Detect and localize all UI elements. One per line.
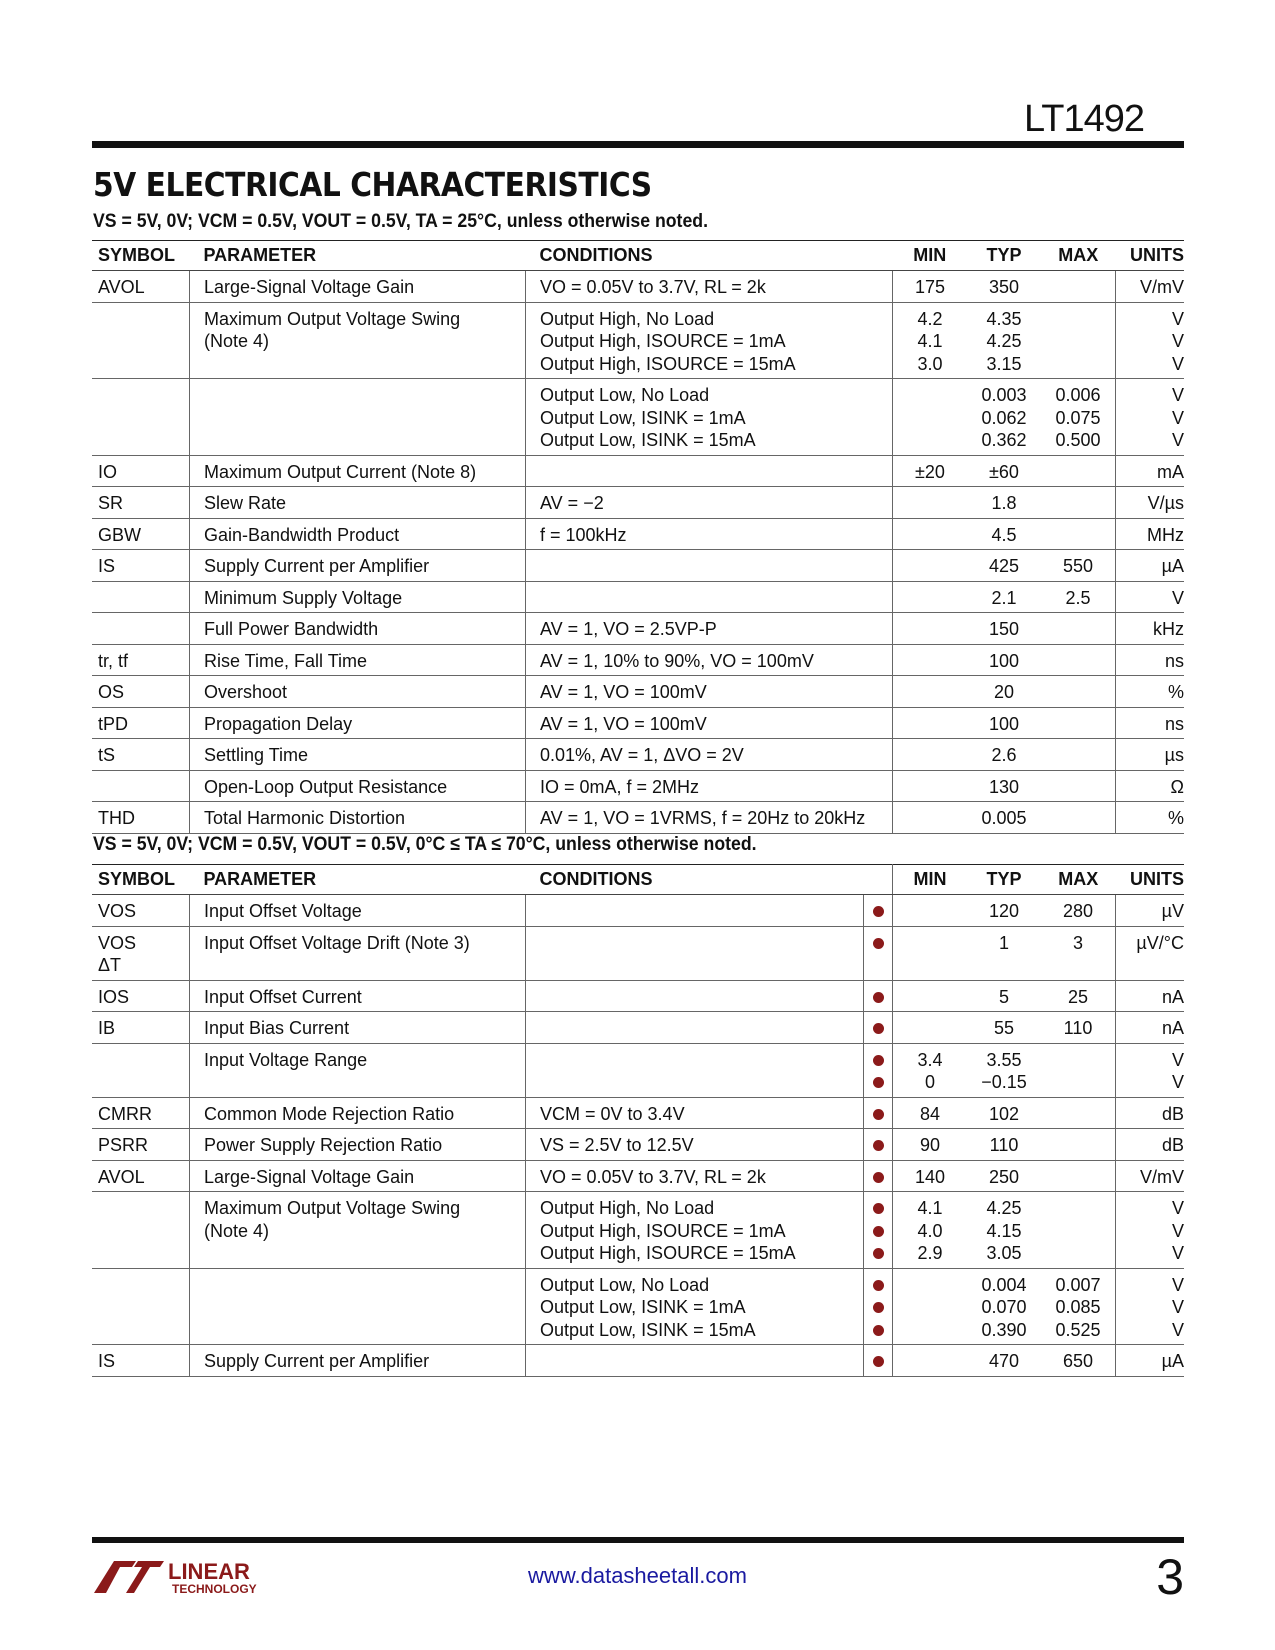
typ-cell: 250 bbox=[967, 1160, 1041, 1192]
conditions-cell: AV = −2 bbox=[526, 487, 893, 519]
bullet-cell bbox=[864, 1097, 893, 1129]
column-header: SYMBOL bbox=[92, 865, 190, 895]
table-row bbox=[92, 302, 1184, 379]
min-cell: 175 bbox=[893, 271, 968, 303]
max-cell bbox=[1041, 1160, 1116, 1192]
bullet-icon bbox=[873, 1248, 884, 1259]
column-header: CONDITIONS bbox=[526, 241, 893, 271]
column-header: PARAMETER bbox=[190, 865, 526, 895]
parameter-cell: Input Bias Current bbox=[190, 1012, 526, 1044]
typ-cell: 100 bbox=[967, 644, 1041, 676]
table-row bbox=[92, 980, 1184, 1012]
symbol-cell bbox=[92, 613, 190, 645]
min-cell bbox=[893, 980, 968, 1012]
parameter-cell: Gain-Bandwidth Product bbox=[190, 518, 526, 550]
table-row bbox=[92, 644, 1184, 676]
max-cell bbox=[1041, 271, 1116, 303]
units-cell: V V V bbox=[1116, 1192, 1185, 1269]
bullet-cell bbox=[864, 1043, 893, 1097]
bullet-icon bbox=[873, 1226, 884, 1237]
symbol-cell: THD bbox=[92, 802, 190, 834]
symbol-cell bbox=[92, 1043, 190, 1097]
bullet-icon bbox=[873, 1325, 884, 1336]
parameter-cell: Settling Time bbox=[190, 739, 526, 771]
typ-cell: 1 bbox=[967, 926, 1041, 980]
symbol-cell: IS bbox=[92, 550, 190, 582]
parameter-cell: Input Offset Voltage Drift (Note 3) bbox=[190, 926, 526, 980]
footer-url[interactable]: www.datasheetall.com bbox=[528, 1563, 747, 1588]
parameter-cell: Power Supply Rejection Ratio bbox=[190, 1129, 526, 1161]
typ-cell: 0.004 0.070 0.390 bbox=[967, 1268, 1041, 1345]
units-cell: V V bbox=[1116, 1043, 1185, 1097]
table-row bbox=[92, 770, 1184, 802]
min-cell bbox=[893, 1268, 968, 1345]
min-cell: 4.1 4.0 2.9 bbox=[893, 1192, 968, 1269]
footer-rule bbox=[92, 1537, 1184, 1543]
bullet-cell bbox=[864, 1345, 893, 1377]
symbol-cell: IOS bbox=[92, 980, 190, 1012]
units-cell: V V V bbox=[1116, 1268, 1185, 1345]
symbol-cell: IS bbox=[92, 1345, 190, 1377]
max-cell: 2.5 bbox=[1041, 581, 1116, 613]
bullet-icon bbox=[873, 1109, 884, 1120]
table-row bbox=[92, 802, 1184, 834]
table-row bbox=[92, 1097, 1184, 1129]
symbol-cell: OS bbox=[92, 676, 190, 708]
table-row bbox=[92, 271, 1184, 303]
typ-cell: 4.25 4.15 3.05 bbox=[967, 1192, 1041, 1269]
max-cell bbox=[1041, 518, 1116, 550]
bullet-cell bbox=[864, 1129, 893, 1161]
table-row bbox=[92, 739, 1184, 771]
max-cell: 0.007 0.085 0.525 bbox=[1041, 1268, 1116, 1345]
parameter-cell: Large-Signal Voltage Gain bbox=[190, 1160, 526, 1192]
conditions-cell bbox=[526, 1012, 864, 1044]
max-cell: 550 bbox=[1041, 550, 1116, 582]
column-header: MIN bbox=[893, 241, 968, 271]
units-cell: ns bbox=[1116, 644, 1185, 676]
table-row bbox=[92, 379, 1184, 456]
parameter-cell: Supply Current per Amplifier bbox=[190, 1345, 526, 1377]
column-header: UNITS bbox=[1116, 241, 1185, 271]
typ-cell: 102 bbox=[967, 1097, 1041, 1129]
typ-cell: 470 bbox=[967, 1345, 1041, 1377]
bullet-cell bbox=[864, 1192, 893, 1269]
min-cell bbox=[893, 613, 968, 645]
symbol-cell: AVOL bbox=[92, 1160, 190, 1192]
bullet-cell bbox=[864, 1160, 893, 1192]
min-cell bbox=[893, 644, 968, 676]
symbol-cell: CMRR bbox=[92, 1097, 190, 1129]
min-cell bbox=[893, 518, 968, 550]
parameter-cell: Input Offset Voltage bbox=[190, 895, 526, 927]
bullet-cell bbox=[864, 1268, 893, 1345]
table-row bbox=[92, 895, 1184, 927]
symbol-cell: VOS bbox=[92, 895, 190, 927]
conditions-cell: Output Low, No Load Output Low, ISINK = 1mA Output Low, ISINK = 15mA bbox=[526, 1268, 864, 1345]
units-cell: nA bbox=[1116, 980, 1185, 1012]
bullet-icon bbox=[873, 1302, 884, 1313]
min-cell bbox=[893, 770, 968, 802]
typ-cell: 0.005 bbox=[967, 802, 1041, 834]
table2 bbox=[92, 864, 1184, 1377]
min-cell bbox=[893, 926, 968, 980]
units-cell: µV bbox=[1116, 895, 1185, 927]
units-cell: dB bbox=[1116, 1097, 1185, 1129]
table-row bbox=[92, 1268, 1184, 1345]
parameter-cell: Open-Loop Output Resistance bbox=[190, 770, 526, 802]
min-cell bbox=[893, 1345, 968, 1377]
typ-cell: 120 bbox=[967, 895, 1041, 927]
column-header: MAX bbox=[1041, 865, 1116, 895]
max-cell bbox=[1041, 739, 1116, 771]
units-cell: V V V bbox=[1116, 302, 1185, 379]
parameter-cell: Input Voltage Range bbox=[190, 1043, 526, 1097]
conditions-cell: IO = 0mA, f = 2MHz bbox=[526, 770, 893, 802]
min-cell bbox=[893, 802, 968, 834]
min-cell bbox=[893, 676, 968, 708]
units-cell: % bbox=[1116, 802, 1185, 834]
parameter-cell: Maximum Output Voltage Swing (Note 4) bbox=[190, 302, 526, 379]
column-header bbox=[864, 865, 893, 895]
symbol-cell: PSRR bbox=[92, 1129, 190, 1161]
units-cell: µs bbox=[1116, 739, 1185, 771]
conditions-cell bbox=[526, 550, 893, 582]
parameter-cell: Maximum Output Voltage Swing (Note 4) bbox=[190, 1192, 526, 1269]
typ-cell: 130 bbox=[967, 770, 1041, 802]
bullet-icon bbox=[873, 1280, 884, 1291]
min-cell bbox=[893, 487, 968, 519]
max-cell bbox=[1041, 455, 1116, 487]
parameter-cell: Full Power Bandwidth bbox=[190, 613, 526, 645]
conditions-cell bbox=[526, 455, 893, 487]
logo-technology-text: TECHNOLOGY bbox=[172, 1582, 257, 1596]
typ-cell: 2.1 bbox=[967, 581, 1041, 613]
table-row bbox=[92, 707, 1184, 739]
typ-cell: 150 bbox=[967, 613, 1041, 645]
bullet-cell bbox=[864, 926, 893, 980]
conditions-cell: VO = 0.05V to 3.7V, RL = 2k bbox=[526, 1160, 864, 1192]
typ-cell: 20 bbox=[967, 676, 1041, 708]
conditions-cell: Output Low, No Load Output Low, ISINK = 1mA Output Low, ISINK = 15mA bbox=[526, 379, 893, 456]
parameter-cell: Large-Signal Voltage Gain bbox=[190, 271, 526, 303]
table-row bbox=[92, 1129, 1184, 1161]
typ-cell: 3.55 −0.15 bbox=[967, 1043, 1041, 1097]
symbol-cell: SR bbox=[92, 487, 190, 519]
min-cell bbox=[893, 739, 968, 771]
typ-cell: 425 bbox=[967, 550, 1041, 582]
bullet-cell bbox=[864, 1012, 893, 1044]
bullet-icon bbox=[873, 1077, 884, 1088]
min-cell bbox=[893, 550, 968, 582]
conditions-cell bbox=[526, 581, 893, 613]
bullet-icon bbox=[873, 1203, 884, 1214]
bullet-icon bbox=[873, 1055, 884, 1066]
units-cell: V/mV bbox=[1116, 1160, 1185, 1192]
symbol-cell: GBW bbox=[92, 518, 190, 550]
bullet-icon bbox=[873, 1356, 884, 1367]
min-cell: 4.2 4.1 3.0 bbox=[893, 302, 968, 379]
symbol-cell bbox=[92, 1268, 190, 1345]
max-cell bbox=[1041, 487, 1116, 519]
column-header: CONDITIONS bbox=[526, 865, 864, 895]
parameter-cell: Minimum Supply Voltage bbox=[190, 581, 526, 613]
max-cell bbox=[1041, 1043, 1116, 1097]
units-cell: nA bbox=[1116, 1012, 1185, 1044]
table-row bbox=[92, 1043, 1184, 1097]
max-cell bbox=[1041, 644, 1116, 676]
table-row bbox=[92, 676, 1184, 708]
units-cell: V/mV bbox=[1116, 271, 1185, 303]
max-cell bbox=[1041, 613, 1116, 645]
max-cell bbox=[1041, 1192, 1116, 1269]
table-row bbox=[92, 613, 1184, 645]
parameter-cell: Supply Current per Amplifier bbox=[190, 550, 526, 582]
conditions-cell bbox=[526, 1043, 864, 1097]
bullet-icon bbox=[873, 1023, 884, 1034]
conditions-cell bbox=[526, 980, 864, 1012]
conditions-cell: VCM = 0V to 3.4V bbox=[526, 1097, 864, 1129]
units-cell: µA bbox=[1116, 1345, 1185, 1377]
conditions-cell: AV = 1, VO = 100mV bbox=[526, 676, 893, 708]
units-cell: Ω bbox=[1116, 770, 1185, 802]
conditions-cell: 0.01%, AV = 1, ΔVO = 2V bbox=[526, 739, 893, 771]
max-cell bbox=[1041, 770, 1116, 802]
table-row bbox=[92, 550, 1184, 582]
symbol-cell: tS bbox=[92, 739, 190, 771]
table-row bbox=[92, 455, 1184, 487]
parameter-cell: Maximum Output Current (Note 8) bbox=[190, 455, 526, 487]
typ-cell: 1.8 bbox=[967, 487, 1041, 519]
typ-cell: 100 bbox=[967, 707, 1041, 739]
typ-cell: 0.003 0.062 0.362 bbox=[967, 379, 1041, 456]
units-cell: µV/°C bbox=[1116, 926, 1185, 980]
max-cell: 0.006 0.075 0.500 bbox=[1041, 379, 1116, 456]
logo-linear-text: LINEAR bbox=[168, 1559, 250, 1584]
conditions-cell: AV = 1, VO = 1VRMS, f = 20Hz to 20kHz bbox=[526, 802, 893, 834]
symbol-cell bbox=[92, 379, 190, 456]
max-cell: 25 bbox=[1041, 980, 1116, 1012]
parameter-cell: Overshoot bbox=[190, 676, 526, 708]
max-cell bbox=[1041, 802, 1116, 834]
symbol-cell bbox=[92, 302, 190, 379]
table-row bbox=[92, 1192, 1184, 1269]
min-cell bbox=[893, 895, 968, 927]
parameter-cell: Propagation Delay bbox=[190, 707, 526, 739]
table-row bbox=[92, 487, 1184, 519]
typ-cell: 4.35 4.25 3.15 bbox=[967, 302, 1041, 379]
symbol-cell: tr, tf bbox=[92, 644, 190, 676]
min-cell bbox=[893, 707, 968, 739]
bullet-icon bbox=[873, 992, 884, 1003]
bullet-cell bbox=[864, 895, 893, 927]
table-row bbox=[92, 1345, 1184, 1377]
units-cell: V bbox=[1116, 581, 1185, 613]
parameter-cell: Rise Time, Fall Time bbox=[190, 644, 526, 676]
typ-cell: 55 bbox=[967, 1012, 1041, 1044]
header-rule bbox=[92, 141, 1184, 148]
typ-cell: 350 bbox=[967, 271, 1041, 303]
column-header: MIN bbox=[893, 865, 968, 895]
typ-cell: ±60 bbox=[967, 455, 1041, 487]
parameter-cell: Total Harmonic Distortion bbox=[190, 802, 526, 834]
table1-conditions: VS = 5V, 0V; VCM = 0.5V, VOUT = 0.5V, TA = 25°C, unless otherwise noted. bbox=[93, 211, 708, 232]
symbol-cell bbox=[92, 1192, 190, 1269]
symbol-cell: IB bbox=[92, 1012, 190, 1044]
symbol-cell bbox=[92, 581, 190, 613]
column-header: UNITS bbox=[1116, 865, 1185, 895]
max-cell: 110 bbox=[1041, 1012, 1116, 1044]
table2-conditions: VS = 5V, 0V; VCM = 0.5V, VOUT = 0.5V, 0°C ≤ TA ≤ 70°C, unless otherwise noted. bbox=[93, 834, 757, 855]
typ-cell: 5 bbox=[967, 980, 1041, 1012]
max-cell bbox=[1041, 1097, 1116, 1129]
max-cell: 650 bbox=[1041, 1345, 1116, 1377]
min-cell: ±20 bbox=[893, 455, 968, 487]
column-header: MAX bbox=[1041, 241, 1116, 271]
min-cell: 90 bbox=[893, 1129, 968, 1161]
column-header: TYP bbox=[967, 241, 1041, 271]
min-cell: 3.4 0 bbox=[893, 1043, 968, 1097]
bullet-cell bbox=[864, 980, 893, 1012]
parameter-cell: Input Offset Current bbox=[190, 980, 526, 1012]
column-header: TYP bbox=[967, 865, 1041, 895]
table-row bbox=[92, 518, 1184, 550]
max-cell bbox=[1041, 1129, 1116, 1161]
bullet-icon bbox=[873, 938, 884, 949]
units-cell: V/µs bbox=[1116, 487, 1185, 519]
max-cell: 3 bbox=[1041, 926, 1116, 980]
min-cell: 140 bbox=[893, 1160, 968, 1192]
conditions-cell: VO = 0.05V to 3.7V, RL = 2k bbox=[526, 271, 893, 303]
max-cell bbox=[1041, 707, 1116, 739]
units-cell: MHz bbox=[1116, 518, 1185, 550]
parameter-cell bbox=[190, 1268, 526, 1345]
conditions-cell: Output High, No Load Output High, ISOURCE = 1mA Output High, ISOURCE = 15mA bbox=[526, 302, 893, 379]
conditions-cell: AV = 1, VO = 100mV bbox=[526, 707, 893, 739]
column-header: PARAMETER bbox=[190, 241, 526, 271]
min-cell bbox=[893, 1012, 968, 1044]
symbol-cell: tPD bbox=[92, 707, 190, 739]
table-row bbox=[92, 1160, 1184, 1192]
typ-cell: 4.5 bbox=[967, 518, 1041, 550]
conditions-cell bbox=[526, 926, 864, 980]
parameter-cell: Slew Rate bbox=[190, 487, 526, 519]
symbol-cell bbox=[92, 770, 190, 802]
units-cell: % bbox=[1116, 676, 1185, 708]
conditions-cell: AV = 1, 10% to 90%, VO = 100mV bbox=[526, 644, 893, 676]
units-cell: V V V bbox=[1116, 379, 1185, 456]
units-cell: kHz bbox=[1116, 613, 1185, 645]
conditions-cell: Output High, No Load Output High, ISOURCE = 1mA Output High, ISOURCE = 15mA bbox=[526, 1192, 864, 1269]
symbol-cell: AVOL bbox=[92, 271, 190, 303]
parameter-cell bbox=[190, 379, 526, 456]
units-cell: µA bbox=[1116, 550, 1185, 582]
conditions-cell: f = 100kHz bbox=[526, 518, 893, 550]
symbol-cell: VOS ΔT bbox=[92, 926, 190, 980]
typ-cell: 110 bbox=[967, 1129, 1041, 1161]
min-cell: 84 bbox=[893, 1097, 968, 1129]
units-cell: dB bbox=[1116, 1129, 1185, 1161]
bullet-icon bbox=[873, 906, 884, 917]
conditions-cell bbox=[526, 895, 864, 927]
page-number: 3 bbox=[1156, 1549, 1184, 1605]
part-number: LT1492 bbox=[1023, 98, 1144, 140]
table-row bbox=[92, 926, 1184, 980]
column-header: SYMBOL bbox=[92, 241, 190, 271]
table1 bbox=[92, 240, 1184, 834]
typ-cell: 2.6 bbox=[967, 739, 1041, 771]
max-cell bbox=[1041, 302, 1116, 379]
max-cell: 280 bbox=[1041, 895, 1116, 927]
table-row bbox=[92, 1012, 1184, 1044]
symbol-cell: IO bbox=[92, 455, 190, 487]
units-cell: mA bbox=[1116, 455, 1185, 487]
max-cell bbox=[1041, 676, 1116, 708]
min-cell bbox=[893, 379, 968, 456]
min-cell bbox=[893, 581, 968, 613]
conditions-cell bbox=[526, 1345, 864, 1377]
section-title: 5V ELECTRICAL CHARACTERISTICS bbox=[93, 165, 652, 204]
units-cell: ns bbox=[1116, 707, 1185, 739]
bullet-icon bbox=[873, 1172, 884, 1183]
conditions-cell: VS = 2.5V to 12.5V bbox=[526, 1129, 864, 1161]
bullet-icon bbox=[873, 1140, 884, 1151]
parameter-cell: Common Mode Rejection Ratio bbox=[190, 1097, 526, 1129]
table-row bbox=[92, 581, 1184, 613]
conditions-cell: AV = 1, VO = 2.5VP-P bbox=[526, 613, 893, 645]
